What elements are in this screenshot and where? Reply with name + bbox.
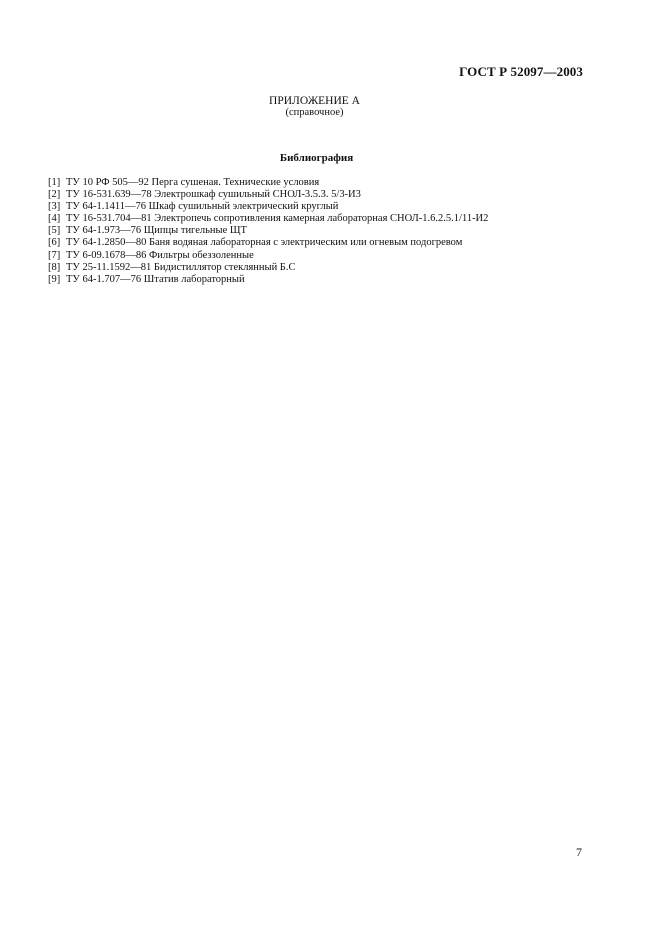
bibliography-item-text: ТУ 6-09.1678—86 Фильтры обеззоленные <box>66 249 254 261</box>
bibliography-item-text: ТУ 25-11.1592—81 Бидистиллятор стеклянный Б.С <box>66 261 296 273</box>
bibliography-item <box>48 213 488 225</box>
bibliography-item <box>48 274 488 286</box>
bibliography-item <box>48 262 488 274</box>
bibliography-item <box>48 189 488 201</box>
bibliography-item <box>48 237 488 249</box>
bibliography-item-number: [9] <box>48 273 61 285</box>
bibliography-item-number: [4] <box>48 213 61 225</box>
bibliography-item-text: ТУ 16-531.639—78 Электрошкаф сушильный СНОЛ-3.5.3. 5/3-И3 <box>66 189 361 201</box>
bibliography-item-text: ТУ 64-1.707—76 Штатив лабораторный <box>66 273 245 285</box>
bibliography-item <box>48 201 488 213</box>
appendix-title: ПРИЛОЖЕНИЕ А <box>269 95 360 107</box>
bibliography-item-text: ТУ 10 РФ 505—92 Перга сушеная. Технические условия <box>66 177 320 188</box>
bibliography-item-number: [3] <box>48 201 61 213</box>
bibliography-item-number: [5] <box>48 225 61 237</box>
bibliography-item-number: [1] <box>48 177 61 188</box>
bibliography-list <box>48 177 488 286</box>
appendix-heading <box>0 95 629 119</box>
bibliography-title: Библиография <box>279 152 354 164</box>
bibliography-item-number: [8] <box>48 261 61 273</box>
bibliography-item-number: [2] <box>48 189 61 201</box>
document-code: ГОСТ Р 52097—2003 <box>459 64 583 79</box>
appendix-subtitle: (справочное) <box>285 107 344 118</box>
page-number: 7 <box>576 845 582 859</box>
bibliography-item <box>48 177 488 189</box>
bibliography-item-text: ТУ 64-1.973—76 Щипцы тигельные ЩТ <box>66 225 247 237</box>
bibliography-item-number: [6] <box>48 237 61 249</box>
bibliography-item <box>48 225 488 237</box>
bibliography-item <box>48 250 488 262</box>
bibliography-item-number: [7] <box>48 249 61 261</box>
bibliography-item-text: ТУ 16-531.704—81 Электропечь сопротивления камерная лабораторная СНОЛ-1.6.2.5.1/11-И2 <box>66 213 489 225</box>
bibliography-item-text: ТУ 64-1.2850—80 Баня водяная лабораторная с электрическим или огневым подогревом <box>66 237 463 249</box>
bibliography-item-text: ТУ 64-1.1411—76 Шкаф сушильный электрический круглый <box>66 201 339 213</box>
